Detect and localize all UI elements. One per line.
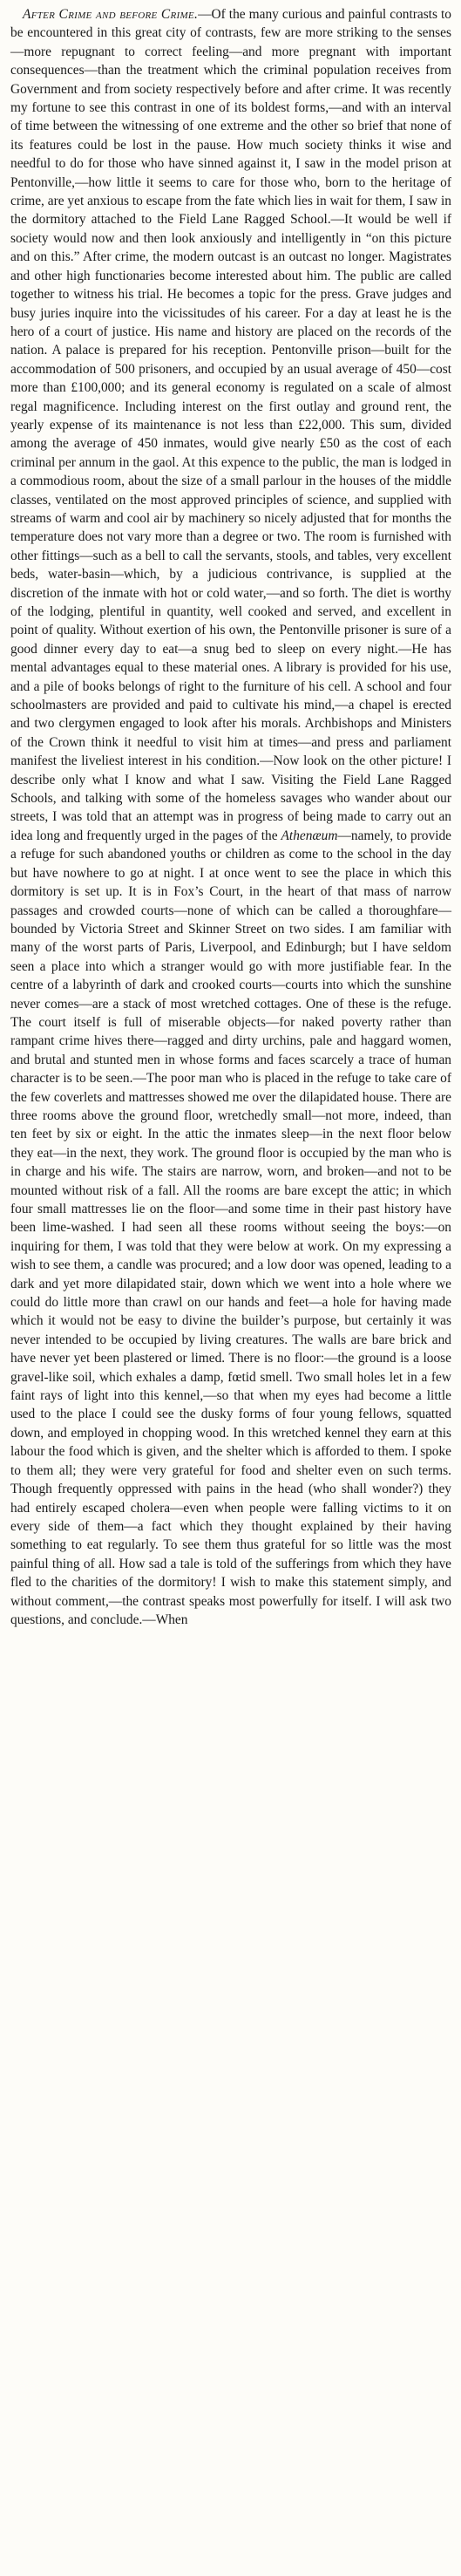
article-headline: After Crime and before Crime. <box>23 7 199 22</box>
publication-name: Athenæum <box>281 828 338 843</box>
article-body-part-2: —namely, to provide a refuge for such abandoned youths or children as come to the school in the day but have nowhere to go at night. I at once went to see the place in which this dormitory is set up. It is in Fox’s Court, in the heart of that mass of narrow passages and crowded courts—none of which can be called a thoroughfare—bounded by Victoria Street and Skinner Street on two sides. I am familiar with many of the worst parts of Paris, Liverpool, and Edinburgh; but I have seldom seen a place into which a stranger would go with more justifiable fear. In the centre of a labyrinth of dark and crooked courts—courts into which the sunshine never comes—are a stack of most wretched cottages. One of these is the refuge. The court itself is full of miserable objects—for naked poverty rather than rampant crime hives there—ragged and dirty urchins, pale and haggard women, and brutal and stunted men in whose forms and faces scarcely a trace of human character is to be seen.—The poor man who is placed in the refuge to take care of the few coverlets and mattresses showed me over the dilapidated house. There are three rooms above the ground floor, wretchedly small—not more, indeed, than ten feet by six or eight. In the attic the inmates sleep—in the next floor below they eat—in the next, they work. The ground floor is occupied by the man who is in charge and his wife. The stairs are narrow, worn, and broken—and not to be mounted without risk of a fall. All the rooms are bare except the attic; in which four small mattresses lie on the floor—and some time in their past history have been lime-washed. I had seen all these rooms without seeing the boys:—on inquiring for them, I was told that they were below at work. On my expressing a wish to see them, a candle was procured; and a low door was opened, leading to a dark and yet more dilapidated stair, down which we went into a hole where we could do little more than crawl on our hands and feet—a hole for having made which it would not be easy to divine the builder’s purpose, but certainly it was never intended to be occupied by living creatures. The walls are bare brick and have never yet been plastered or limed. There is no floor:—the ground is a loose gravel-like soil, which exhales a damp, fœtid smell. Two small holes let in a few faint rays of light into this kennel,—so that when my eyes had become a little used to the place I could see the dusky forms of four young fellows, squatted down, and employed in chopping wood. In this wretched kennel they earn at this labour the food which is given, and the shelter which is afforded to them. I spoke to them all; they were very grateful for food and shelter even on such terms. Though frequently oppressed with pains in the head (who shall wonder?) they had entirely escaped cholera—even when people were falling victims to it on every side of them—a fact which they thought explained by their having something to eat regularly. To see them thus grateful for so little was the most painful thing of all. How sad a tale is told of the sufferings from which they have fled to the charities of the dormitory! I wish to make this statement simply, and without comment,—the contrast speaks most powerfully for itself. I will ask two questions, and conclude.—When <box>10 828 451 1627</box>
article-paragraph <box>10 5 451 1629</box>
article-body-part-1: —Of the many curious and painful contrasts to be encountered in this great city of contrasts, few are more striking to the senses—more repugnant to correct feeling—and more pregnant with important consequences—than the treatment which the criminal population receives from Government and from society respectively before and after crime. It was recently my fortune to see this contrast in one of its boldest forms,—and with an interval of time between the witnessing of one extreme and the other so brief that none of its features could be lost in the pause. How much society thinks it wise and needful to do for those who have sinned against it, I saw in the model prison at Pentonville,—how little it seems to care for those who, born to the heritage of crime, are yet anxious to escape from the fate which lies in wait for them, I saw in the dormitory attached to the Field Lane Ragged School.—It would be well if society would now and then look anxiously and intelligently in “on this picture and on this.” After crime, the modern outcast is an outcast no longer. Magistrates and other high functionaries become interested about him. The public are called together to witness his trial. He becomes a topic for the press. Grave judges and busy juries inquire into the vicissitudes of his career. For a day at least he is the hero of a court of justice. His name and history are placed on the records of the nation. A palace is prepared for his reception. Pentonville prison—built for the accommodation of 500 prisoners, and occupied by an usual average of 450—cost more than £100,000; and its general economy is regulated on a scale of almost regal magnificence. Including interest on the first outlay and ground rent, the yearly expense of its maintenance is not less than £22,000. This sum, divided among the average of 450 inmates, would give nearly £50 as the cost of each criminal per annum in the gaol. At this expence to the public, the man is lodged in a commodious room, about the size of a small parlour in the houses of the middle classes, ventilated on the most approved principles of science, and supplied with streams of warm and cool air by machinery so nicely adjusted that for months the temperature does not vary more than a degree or two. The room is furnished with other fittings—such as a bell to call the servants, stools, and tables, very excellent beds, water-basin—which, by a judicious contrivance, is supplied at the discretion of the inmate with hot or cold water,—and so forth. The diet is worthy of the lodging, plentiful in quantity, well cooked and served, and excellent in point of quality. Without exertion of his own, the Pentonville prisoner is sure of a good dinner every day to eat—a snug bed to sleep on every night.—He has mental advantages equal to these material ones. A library is provided for his use, and a pile of books belongs of right to the furniture of his cell. A school and four schoolmasters are provided and paid to cultivate his mind,—a chapel is erected and two clergymen engaged to look after his morals. Archbishops and Ministers of the Crown think it needful to visit him at times—and press and parliament manifest the liveliest interest in his condition.—Now look on the other picture! I describe only what I know and what I saw. Visiting the Field Lane Ragged Schools, and talking with some of the homeless savages who wander about our streets, I was told that an attempt was in progress of being made to carry out an idea long and frequently urged in the pages of the <box>10 7 451 843</box>
